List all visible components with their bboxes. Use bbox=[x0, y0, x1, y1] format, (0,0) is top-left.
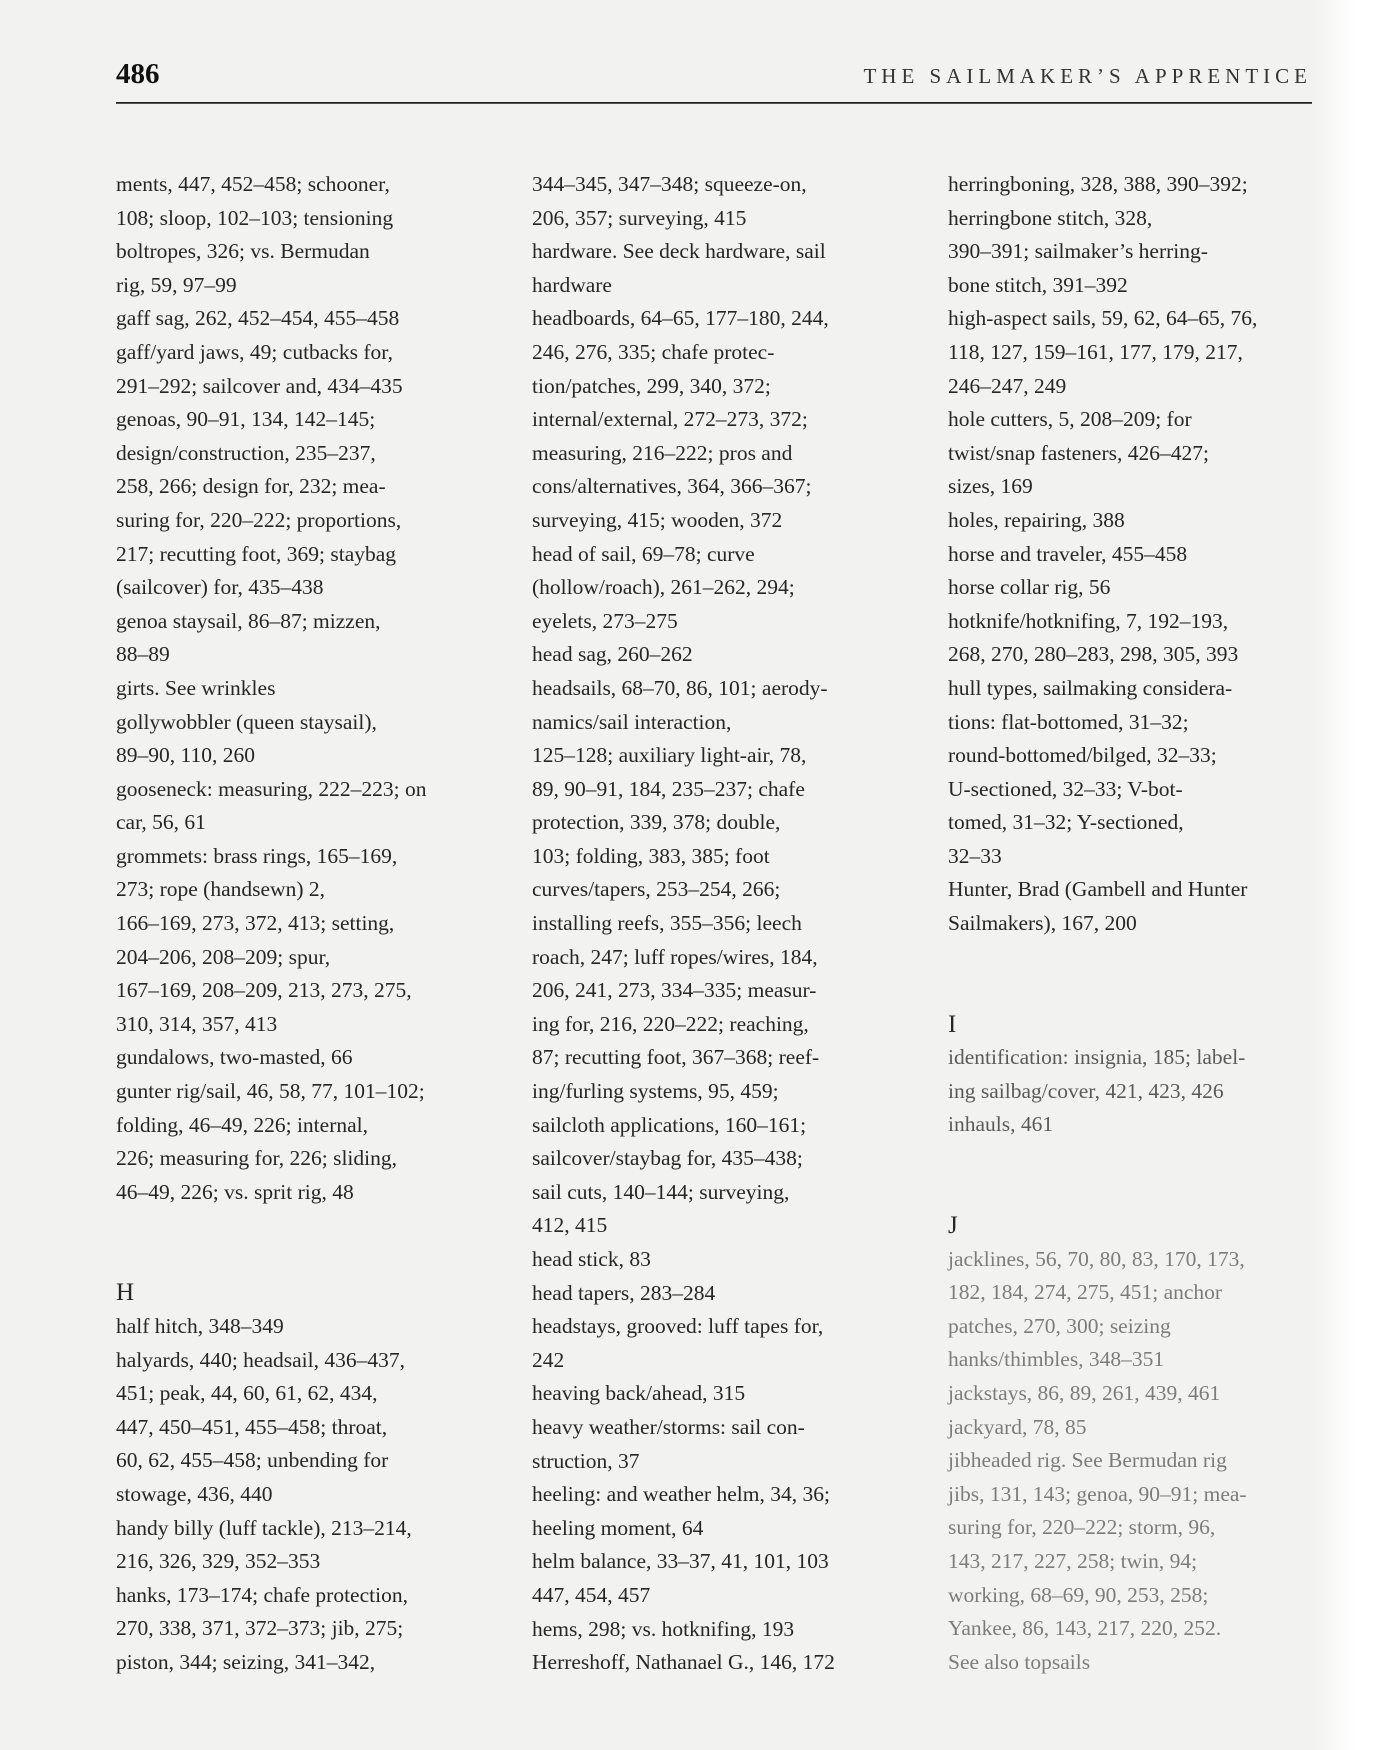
index-entry-line: sail cuts, 140–144; surveying, bbox=[532, 1179, 790, 1204]
index-entry bbox=[116, 403, 486, 605]
index-entry-line: 390–391; sailmaker’s herring- bbox=[948, 239, 1208, 264]
index-entry-line: holes, repairing, 388 bbox=[948, 507, 1125, 532]
index-entry-line: 87; recutting foot, 367–368; reef- bbox=[532, 1045, 820, 1070]
index-entry-line: 217; recutting foot, 369; staybag bbox=[116, 541, 397, 566]
index-entry-line: namics/sail interaction, bbox=[532, 709, 732, 734]
index-entry bbox=[116, 1579, 486, 1680]
index-entry-line: hanks, 173–174; chafe protection, bbox=[116, 1582, 408, 1607]
index-entry-line: tions: flat-bottomed, 31–32; bbox=[948, 709, 1189, 734]
index-entry-line: gaff/yard jaws, 49; cutbacks for, bbox=[116, 339, 393, 364]
index-entry bbox=[532, 1478, 912, 1545]
index-entry-line: hull types, sailmaking considera- bbox=[948, 675, 1233, 700]
index-entry-line: eyelets, 273–275 bbox=[532, 608, 678, 633]
index-entry-line: 166–169, 273, 372, 413; setting, bbox=[116, 911, 395, 936]
index-entry-line: head sag, 260–262 bbox=[532, 642, 693, 667]
index-entry bbox=[948, 873, 1318, 940]
index-entry-line: 310, 314, 357, 413 bbox=[116, 1011, 278, 1036]
index-entry-line: tion/patches, 299, 340, 372; bbox=[532, 373, 771, 398]
index-entry bbox=[116, 773, 486, 840]
index-entry-line: headboards, 64–65, 177–180, 244, bbox=[532, 306, 829, 331]
index-entry-line: design/construction, 235–237, bbox=[116, 440, 376, 465]
index-entry bbox=[116, 1075, 486, 1209]
index-entry-line: suring for, 220–222; storm, 96, bbox=[948, 1515, 1216, 1540]
index-entry-line: 204–206, 208–209; spur, bbox=[116, 944, 331, 969]
index-entry bbox=[116, 1041, 486, 1075]
index-entry bbox=[948, 504, 1318, 538]
index-entry-line: 258, 266; design for, 232; mea- bbox=[116, 474, 386, 499]
index-entry bbox=[116, 1344, 486, 1512]
index-entry-line: 344–345, 347–348; squeeze-on, bbox=[532, 172, 807, 196]
index-entry bbox=[948, 168, 1318, 302]
index-entry-line: heavy weather/storms: sail con- bbox=[532, 1414, 805, 1439]
index-entry-line: 242 bbox=[532, 1347, 565, 1372]
index-entry-line: 412, 415 bbox=[532, 1213, 608, 1238]
index-entry-line: gunter rig/sail, 46, 58, 77, 101–102; bbox=[116, 1079, 425, 1104]
index-entry-line: 32–33 bbox=[948, 843, 1002, 868]
index-entry bbox=[532, 538, 912, 639]
index-entry-line: half hitch, 348–349 bbox=[116, 1314, 284, 1338]
index-entry-line: 246–247, 249 bbox=[948, 373, 1067, 398]
index-entry bbox=[948, 672, 1318, 874]
index-entry-line: Hunter, Brad (Gambell and Hunter bbox=[948, 877, 1248, 902]
index-entry bbox=[116, 605, 486, 672]
index-entry-line: folding, 46–49, 226; internal, bbox=[116, 1112, 368, 1137]
index-entry-line: 268, 270, 280–283, 298, 305, 393 bbox=[948, 642, 1239, 667]
index-entry-line: hanks/thimbles, 348–351 bbox=[948, 1347, 1165, 1372]
index-entry-line: jibheaded rig. See Bermudan rig bbox=[948, 1448, 1227, 1473]
index-entry-line: 88–89 bbox=[116, 642, 170, 667]
index-entry-line: genoa staysail, 86–87; mizzen, bbox=[116, 608, 381, 633]
index-entry bbox=[532, 1411, 912, 1478]
index-entry bbox=[116, 1310, 486, 1344]
index-entry bbox=[948, 302, 1318, 403]
index-entry-line: gaff sag, 262, 452–454, 455–458 bbox=[116, 306, 400, 331]
index-entry-line: 46–49, 226; vs. sprit rig, 48 bbox=[116, 1179, 354, 1204]
index-entry bbox=[116, 840, 486, 1042]
header-rule bbox=[116, 102, 1312, 104]
index-entry-line: 143, 217, 227, 258; twin, 94; bbox=[948, 1548, 1198, 1573]
index-entry-line: herringbone stitch, 328, bbox=[948, 205, 1153, 230]
index-entry bbox=[948, 1377, 1318, 1411]
index-entry bbox=[532, 638, 912, 672]
index-entry-line: 103; folding, 383, 385; foot bbox=[532, 843, 770, 868]
section-gap bbox=[948, 941, 1318, 1008]
index-entry-line: cons/alternatives, 364, 366–367; bbox=[532, 474, 812, 499]
index-entry-line: 451; peak, 44, 60, 61, 62, 434, bbox=[116, 1381, 378, 1406]
index-entry bbox=[532, 1613, 912, 1647]
index-entry bbox=[948, 1444, 1318, 1478]
index-entry-line: ing sailbag/cover, 421, 423, 426 bbox=[948, 1078, 1224, 1103]
index-entry-line: internal/external, 272–273, 372; bbox=[532, 407, 808, 432]
index-entry bbox=[532, 168, 912, 235]
index-entry-line: (sailcover) for, 435–438 bbox=[116, 575, 324, 600]
index-entry-line: roach, 247; luff ropes/wires, 184, bbox=[532, 944, 818, 969]
index-entry bbox=[116, 1512, 486, 1579]
index-entry-line: ing for, 216, 220–222; reaching, bbox=[532, 1011, 809, 1036]
index-entry-line: struction, 37 bbox=[532, 1448, 640, 1473]
index-entry bbox=[948, 1411, 1318, 1445]
index-entry-line: 226; measuring for, 226; sliding, bbox=[116, 1146, 398, 1171]
index-entry-line: 108; sloop, 102–103; tensioning bbox=[116, 205, 394, 230]
index-entry-line: headstays, grooved: luff tapes for, bbox=[532, 1314, 824, 1339]
index-entry-line: 447, 454, 457 bbox=[532, 1582, 651, 1607]
index-entry-line: horse and traveler, 455–458 bbox=[948, 541, 1188, 566]
index-entry-line: helm balance, 33–37, 41, 101, 103 bbox=[532, 1549, 829, 1574]
index-entry bbox=[532, 302, 912, 537]
section-letter-heading: I bbox=[948, 1010, 957, 1038]
index-entry-line: 273; rope (handsewn) 2, bbox=[116, 877, 325, 902]
index-entry-line: suring for, 220–222; proportions, bbox=[116, 507, 402, 532]
index-entry-line: jackyard, 78, 85 bbox=[948, 1414, 1087, 1439]
index-entry-line: round-bottomed/bilged, 32–33; bbox=[948, 743, 1217, 768]
index-entry-line: head of sail, 69–78; curve bbox=[532, 541, 755, 566]
page-header bbox=[116, 58, 1312, 104]
index-entry-line: gooseneck: measuring, 222–223; on bbox=[116, 776, 427, 801]
index-entry-line: 89–90, 110, 260 bbox=[116, 743, 255, 768]
index-entry bbox=[532, 235, 912, 302]
index-entry-line: car, 56, 61 bbox=[116, 810, 206, 835]
index-entry-line: 270, 338, 371, 372–373; jib, 275; bbox=[116, 1616, 404, 1641]
index-entry-line: headsails, 68–70, 86, 101; aerody- bbox=[532, 675, 828, 700]
index-entry-line: 216, 326, 329, 352–353 bbox=[116, 1549, 321, 1574]
index-entry-line: heeling: and weather helm, 34, 36; bbox=[532, 1482, 830, 1507]
index-entry-line: rig, 59, 97–99 bbox=[116, 272, 237, 297]
index-entry-line: jibs, 131, 143; genoa, 90–91; mea- bbox=[948, 1481, 1247, 1506]
index-entry-line: 447, 450–451, 455–458; throat, bbox=[116, 1414, 388, 1439]
index-entry-line: horse collar rig, 56 bbox=[948, 575, 1111, 600]
index-entry-line: gollywobbler (queen staysail), bbox=[116, 709, 377, 734]
index-entry-line: grommets: brass rings, 165–169, bbox=[116, 843, 398, 868]
index-entry bbox=[948, 538, 1318, 572]
index-entry-line: 291–292; sailcover and, 434–435 bbox=[116, 373, 403, 398]
index-entry-line: protection, 339, 378; double, bbox=[532, 810, 781, 835]
index-entry-line: genoas, 90–91, 134, 142–145; bbox=[116, 407, 376, 432]
index-entry bbox=[116, 168, 486, 302]
section-letter-heading: J bbox=[948, 1212, 958, 1240]
index-entry-line: heaving back/ahead, 315 bbox=[532, 1381, 746, 1406]
index-entry-line: inhauls, 461 bbox=[948, 1112, 1054, 1137]
index-entry-line: hole cutters, 5, 208–209; for bbox=[948, 407, 1192, 432]
index-entry-line: boltropes, 326; vs. Bermudan bbox=[116, 239, 370, 264]
index-entry bbox=[532, 672, 912, 1243]
index-entry bbox=[948, 605, 1318, 672]
index-entry-line: (hollow/roach), 261–262, 294; bbox=[532, 575, 795, 600]
index-entry bbox=[948, 1108, 1318, 1142]
index-entry-line: 182, 184, 274, 275, 451; anchor bbox=[948, 1280, 1223, 1305]
index-entry bbox=[532, 1277, 912, 1311]
index-entry-line: Yankee, 86, 143, 217, 220, 252. bbox=[948, 1616, 1222, 1641]
index-column-3 bbox=[948, 168, 1318, 1679]
index-entry-line: 246, 276, 335; chafe protec- bbox=[532, 339, 775, 364]
index-entry bbox=[116, 706, 486, 773]
index-entry bbox=[532, 1646, 912, 1680]
index-entry-line: stowage, 436, 440 bbox=[116, 1481, 273, 1506]
index-entry bbox=[116, 302, 486, 336]
index-entry-line: heeling moment, 64 bbox=[532, 1515, 704, 1540]
index-entry bbox=[532, 1377, 912, 1411]
index-entry-line: 125–128; auxiliary light-air, 78, bbox=[532, 743, 807, 768]
index-entry bbox=[116, 672, 486, 706]
index-entry-line: hems, 298; vs. hotknifing, 193 bbox=[532, 1616, 795, 1641]
index-entry-line: 89, 90–91, 184, 235–237; chafe bbox=[532, 776, 805, 801]
index-entry-line: high-aspect sails, 59, 62, 64–65, 76, bbox=[948, 306, 1258, 331]
index-entry-line: curves/tapers, 253–254, 266; bbox=[532, 877, 781, 902]
index-entry bbox=[948, 1243, 1318, 1377]
page-edge-shadow bbox=[1313, 0, 1373, 1750]
section-gap bbox=[116, 1209, 486, 1276]
index-entry-line: patches, 270, 300; seizing bbox=[948, 1313, 1171, 1338]
index-entry bbox=[532, 1545, 912, 1612]
index-entry-line: bone stitch, 391–392 bbox=[948, 272, 1128, 297]
index-entry bbox=[948, 1478, 1318, 1680]
index-entry-line: head stick, 83 bbox=[532, 1247, 651, 1271]
index-entry-line: 206, 357; surveying, 415 bbox=[532, 205, 747, 230]
index-entry-line: sailcover/staybag for, 435–438; bbox=[532, 1146, 803, 1171]
index-entry-line: U-sectioned, 32–33; V-bot- bbox=[948, 776, 1183, 801]
index-entry-line: girts. See wrinkles bbox=[116, 675, 276, 700]
index-entry bbox=[948, 403, 1318, 504]
index-entry-line: surveying, 415; wooden, 372 bbox=[532, 507, 783, 532]
index-entry bbox=[948, 571, 1318, 605]
index-entry bbox=[948, 1041, 1318, 1108]
index-entry-line: sizes, 169 bbox=[948, 474, 1033, 499]
index-entry bbox=[116, 336, 486, 403]
index-entry-line: gundalows, two-masted, 66 bbox=[116, 1045, 353, 1070]
index-entry-line: See also topsails bbox=[948, 1649, 1091, 1674]
index-entry-line: 60, 62, 455–458; unbending for bbox=[116, 1448, 389, 1473]
index-entry-line: herringboning, 328, 388, 390–392; bbox=[948, 172, 1248, 196]
index-entry-line: handy billy (luff tackle), 213–214, bbox=[116, 1515, 412, 1540]
page-number: 486 bbox=[116, 58, 160, 90]
index-entry-line: working, 68–69, 90, 253, 258; bbox=[948, 1582, 1209, 1607]
index-column-2 bbox=[532, 168, 912, 1680]
index-column-1 bbox=[116, 168, 486, 1680]
index-entry-line: jacklines, 56, 70, 80, 83, 170, 173, bbox=[948, 1246, 1245, 1271]
index-entry-line: tomed, 31–32; Y-sectioned, bbox=[948, 810, 1184, 835]
index-entry-line: 167–169, 208–209, 213, 273, 275, bbox=[116, 978, 412, 1003]
index-entry-line: identification: insignia, 185; label- bbox=[948, 1045, 1246, 1070]
index-entry-line: hardware. See deck hardware, sail bbox=[532, 239, 826, 264]
running-title: THE SAILMAKER’S APPRENTICE bbox=[863, 64, 1312, 88]
index-entry-line: Sailmakers), 167, 200 bbox=[948, 911, 1137, 936]
index-entry-line: 206, 241, 273, 334–335; measur- bbox=[532, 978, 817, 1003]
section-letter-heading: H bbox=[116, 1279, 135, 1307]
index-entry-line: installing reefs, 355–356; leech bbox=[532, 911, 802, 936]
index-entry bbox=[532, 1243, 912, 1277]
index-entry-line: 118, 127, 159–161, 177, 179, 217, bbox=[948, 339, 1243, 364]
index-entry-line: ing/furling systems, 95, 459; bbox=[532, 1079, 779, 1104]
index-entry-line: Herreshoff, Nathanael G., 146, 172 bbox=[532, 1650, 835, 1675]
index-entry-line: jackstays, 86, 89, 261, 439, 461 bbox=[948, 1381, 1221, 1405]
index-entry-line: hardware bbox=[532, 272, 612, 297]
index-entry-line: measuring, 216–222; pros and bbox=[532, 440, 793, 465]
index-entry-line: hotknife/hotknifing, 7, 192–193, bbox=[948, 608, 1229, 633]
index-entry-line: ments, 447, 452–458; schooner, bbox=[116, 172, 390, 196]
index-entry-line: halyards, 440; headsail, 436–437, bbox=[116, 1347, 406, 1372]
index-entry-line: sailcloth applications, 160–161; bbox=[532, 1112, 807, 1137]
index-entry-line: piston, 344; seizing, 341–342, bbox=[116, 1649, 376, 1674]
index-entry bbox=[532, 1310, 912, 1377]
section-gap bbox=[948, 1142, 1318, 1209]
index-entry-line: twist/snap fasteners, 426–427; bbox=[948, 440, 1209, 465]
index-entry-line: head tapers, 283–284 bbox=[532, 1280, 716, 1305]
